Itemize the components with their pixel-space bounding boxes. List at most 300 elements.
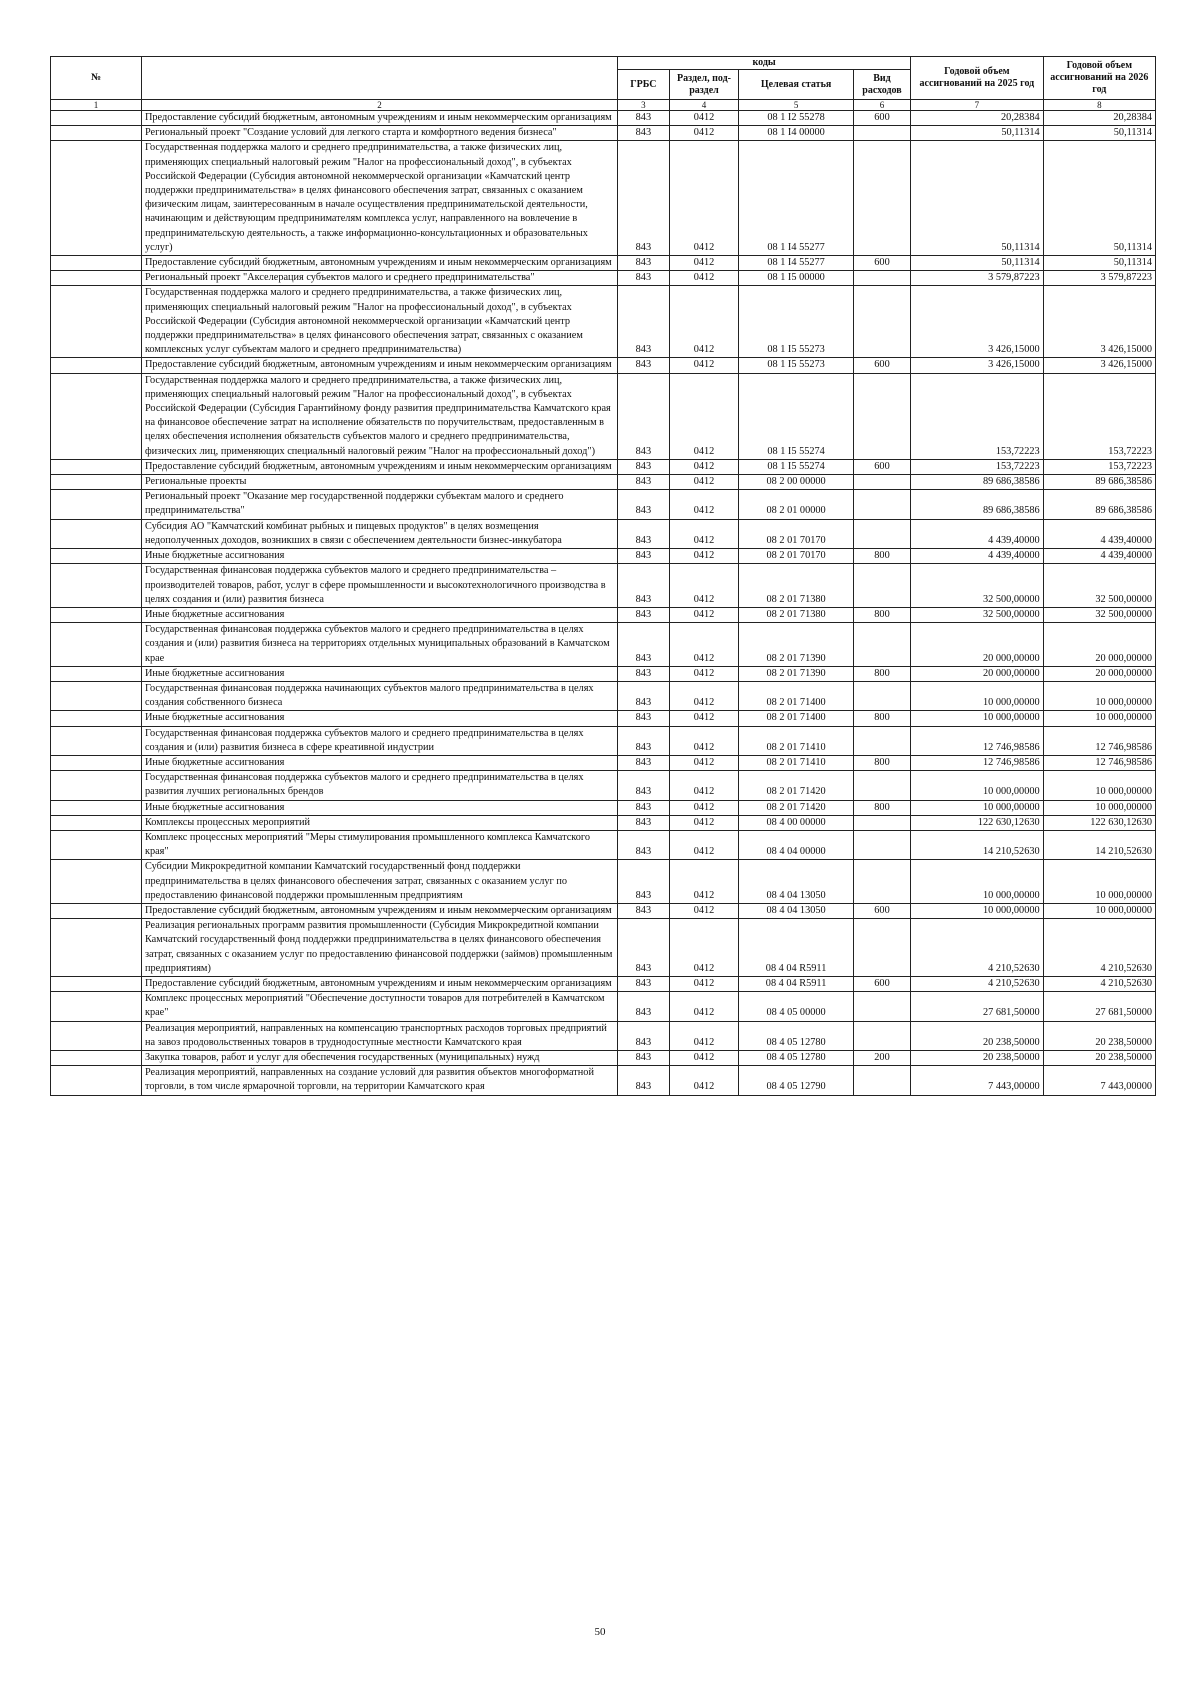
row-expense-type: 800	[853, 549, 910, 564]
row-amount-2025: 10 000,00000	[911, 681, 1044, 710]
row-grbs: 843	[618, 666, 670, 681]
row-razdel: 0412	[669, 860, 739, 904]
row-target-article: 08 2 01 71380	[739, 607, 854, 622]
header-razdel: Раздел, под-раздел	[669, 70, 739, 100]
table-row	[51, 519, 1156, 548]
table-row	[51, 111, 1156, 126]
row-num	[51, 519, 142, 548]
row-razdel: 0412	[669, 815, 739, 830]
row-target-article: 08 2 01 70170	[739, 549, 854, 564]
row-razdel: 0412	[669, 564, 739, 608]
row-amount-2026: 3 426,15000	[1043, 286, 1155, 358]
row-num	[51, 1021, 142, 1050]
table-row	[51, 475, 1156, 490]
row-name: Предоставление субсидий бюджетным, автономным учреждениям и иным некоммерческим организациям	[141, 358, 617, 373]
header-2026: Годовой объем ассигнований на 2026 год	[1043, 57, 1155, 100]
row-expense-type	[853, 771, 910, 800]
row-target-article: 08 4 05 00000	[739, 992, 854, 1021]
row-target-article: 08 4 04 00000	[739, 830, 854, 859]
row-num	[51, 549, 142, 564]
colnum-5: 5	[739, 100, 854, 111]
row-expense-type: 800	[853, 666, 910, 681]
header-2025: Годовой объем ассигнований на 2025 год	[911, 57, 1044, 100]
row-name: Государственная финансовая поддержка начинающих субъектов малого предпринимательства в целях создания собственного бизнеса	[141, 681, 617, 710]
row-amount-2025: 4 210,52630	[911, 976, 1044, 991]
row-amount-2025: 10 000,00000	[911, 860, 1044, 904]
row-num	[51, 755, 142, 770]
row-name: Государственная финансовая поддержка субъектов малого и среднего предпринимательства в целях развития лучших региональных брендов	[141, 771, 617, 800]
row-target-article: 08 2 01 00000	[739, 490, 854, 519]
row-expense-type: 600	[853, 459, 910, 474]
row-razdel: 0412	[669, 141, 739, 256]
row-grbs: 843	[618, 919, 670, 977]
row-amount-2026: 122 630,12630	[1043, 815, 1155, 830]
row-target-article: 08 4 05 12780	[739, 1051, 854, 1066]
row-grbs: 843	[618, 992, 670, 1021]
table-row	[51, 373, 1156, 459]
row-expense-type	[853, 919, 910, 977]
row-num	[51, 711, 142, 726]
row-num	[51, 726, 142, 755]
row-expense-type	[853, 271, 910, 286]
row-target-article: 08 1 I5 55273	[739, 358, 854, 373]
row-name: Государственная финансовая поддержка субъектов малого и среднего предпринимательства – производителей товаров, работ, услуг в сфере промышленности и высокотехнологичного производства в целях создания и (или) развития бизнеса	[141, 564, 617, 608]
row-grbs: 843	[618, 711, 670, 726]
row-target-article: 08 2 01 71380	[739, 564, 854, 608]
row-name: Предоставление субсидий бюджетным, автономным учреждениям и иным некоммерческим организациям	[141, 976, 617, 991]
row-name: Региональный проект "Акселерация субъектов малого и среднего предпринимательства"	[141, 271, 617, 286]
table-row	[51, 1051, 1156, 1066]
row-grbs: 843	[618, 564, 670, 608]
row-grbs: 843	[618, 286, 670, 358]
row-target-article: 08 2 01 71410	[739, 755, 854, 770]
row-num	[51, 681, 142, 710]
row-expense-type: 800	[853, 711, 910, 726]
row-name: Реализация мероприятий, направленных на компенсацию транспортных расходов торговых предприятий на завоз продовольственных товаров в труднодоступные местности Камчатского края	[141, 1021, 617, 1050]
row-grbs: 843	[618, 271, 670, 286]
row-grbs: 843	[618, 549, 670, 564]
row-num	[51, 771, 142, 800]
table-row	[51, 976, 1156, 991]
table-row	[51, 771, 1156, 800]
row-grbs: 843	[618, 1066, 670, 1095]
row-amount-2025: 12 746,98586	[911, 726, 1044, 755]
row-amount-2026: 32 500,00000	[1043, 607, 1155, 622]
row-name: Иные бюджетные ассигнования	[141, 755, 617, 770]
row-name: Субсидии Микрокредитной компании Камчатский государственный фонд поддержки предпринимательства в целях финансового обеспечения затрат, связанных с оказанием услуг по предоставлению финансовой поддержки промышленным предприятиям	[141, 860, 617, 904]
row-num	[51, 800, 142, 815]
row-amount-2026: 10 000,00000	[1043, 771, 1155, 800]
row-amount-2025: 50,11314	[911, 256, 1044, 271]
row-razdel: 0412	[669, 800, 739, 815]
row-name: Иные бюджетные ассигнования	[141, 549, 617, 564]
row-razdel: 0412	[669, 1021, 739, 1050]
row-target-article: 08 2 01 71410	[739, 726, 854, 755]
row-amount-2025: 10 000,00000	[911, 903, 1044, 918]
row-num	[51, 623, 142, 667]
row-name: Предоставление субсидий бюджетным, автономным учреждениям и иным некоммерческим организациям	[141, 111, 617, 126]
row-amount-2026: 20 000,00000	[1043, 623, 1155, 667]
table-row	[51, 623, 1156, 667]
row-razdel: 0412	[669, 271, 739, 286]
row-grbs: 843	[618, 860, 670, 904]
row-amount-2025: 10 000,00000	[911, 771, 1044, 800]
row-razdel: 0412	[669, 358, 739, 373]
row-grbs: 843	[618, 830, 670, 859]
row-amount-2025: 3 426,15000	[911, 286, 1044, 358]
table-row	[51, 681, 1156, 710]
table-row	[51, 903, 1156, 918]
row-razdel: 0412	[669, 459, 739, 474]
row-name: Иные бюджетные ассигнования	[141, 666, 617, 681]
row-target-article: 08 2 01 71390	[739, 666, 854, 681]
row-target-article: 08 2 00 00000	[739, 475, 854, 490]
row-target-article: 08 1 I4 55277	[739, 256, 854, 271]
row-name: Комплекс процессных мероприятий "Меры стимулирования промышленного комплекса Камчатского края"	[141, 830, 617, 859]
row-amount-2025: 32 500,00000	[911, 564, 1044, 608]
row-name: Государственная финансовая поддержка субъектов малого и среднего предпринимательства в целях создания и (или) развития бизнеса в сфере креативной индустрии	[141, 726, 617, 755]
row-grbs: 843	[618, 126, 670, 141]
row-target-article: 08 2 01 71400	[739, 711, 854, 726]
row-num	[51, 271, 142, 286]
row-num	[51, 976, 142, 991]
row-grbs: 843	[618, 771, 670, 800]
colnum-2: 2	[141, 100, 617, 111]
header-column-numbers	[51, 100, 1156, 111]
row-target-article: 08 1 I4 55277	[739, 141, 854, 256]
row-amount-2025: 20 000,00000	[911, 623, 1044, 667]
row-amount-2025: 32 500,00000	[911, 607, 1044, 622]
row-name: Региональный проект "Создание условий для легкого старта и комфортного ведения бизнеса"	[141, 126, 617, 141]
row-amount-2026: 10 000,00000	[1043, 681, 1155, 710]
budget-table-page	[50, 56, 1156, 1096]
row-grbs: 843	[618, 681, 670, 710]
row-expense-type: 600	[853, 256, 910, 271]
row-expense-type	[853, 126, 910, 141]
table-row	[51, 607, 1156, 622]
row-razdel: 0412	[669, 755, 739, 770]
row-target-article: 08 4 04 13050	[739, 903, 854, 918]
header-vid: Вид расходов	[853, 70, 910, 100]
row-name: Реализация мероприятий, направленных на создание условий для развития объектов многоформатной торговли, в том числе ярмарочной торговли, на территории Камчатского края	[141, 1066, 617, 1095]
row-num	[51, 607, 142, 622]
table-body	[51, 111, 1156, 1096]
row-amount-2025: 3 426,15000	[911, 358, 1044, 373]
row-amount-2025: 4 439,40000	[911, 549, 1044, 564]
row-name: Субсидия АО "Камчатский комбинат рыбных и пищевых продуктов" в целях возмещения недополученных доходов, возникших в связи с обеспечением деятельности бизнес-инкубатора	[141, 519, 617, 548]
row-amount-2026: 10 000,00000	[1043, 800, 1155, 815]
table-row	[51, 800, 1156, 815]
row-expense-type: 600	[853, 111, 910, 126]
row-target-article: 08 1 I5 55273	[739, 286, 854, 358]
row-razdel: 0412	[669, 666, 739, 681]
row-razdel: 0412	[669, 903, 739, 918]
row-num	[51, 860, 142, 904]
budget-table	[50, 56, 1156, 1096]
row-grbs: 843	[618, 1051, 670, 1066]
row-grbs: 843	[618, 111, 670, 126]
row-expense-type: 200	[853, 1051, 910, 1066]
row-num	[51, 286, 142, 358]
row-name: Иные бюджетные ассигнования	[141, 607, 617, 622]
row-grbs: 843	[618, 800, 670, 815]
row-amount-2026: 4 210,52630	[1043, 919, 1155, 977]
colnum-8: 8	[1043, 100, 1155, 111]
row-expense-type	[853, 490, 910, 519]
row-razdel: 0412	[669, 519, 739, 548]
row-grbs: 843	[618, 623, 670, 667]
row-amount-2026: 14 210,52630	[1043, 830, 1155, 859]
row-grbs: 843	[618, 475, 670, 490]
row-amount-2026: 20,28384	[1043, 111, 1155, 126]
row-razdel: 0412	[669, 111, 739, 126]
row-name: Закупка товаров, работ и услуг для обеспечения государственных (муниципальных) нужд	[141, 1051, 617, 1066]
row-amount-2026: 89 686,38586	[1043, 490, 1155, 519]
row-target-article: 08 1 I5 00000	[739, 271, 854, 286]
colnum-4: 4	[669, 100, 739, 111]
row-amount-2026: 50,11314	[1043, 141, 1155, 256]
row-amount-2026: 10 000,00000	[1043, 860, 1155, 904]
row-razdel: 0412	[669, 976, 739, 991]
row-num	[51, 919, 142, 977]
row-num	[51, 475, 142, 490]
row-name: Предоставление субсидий бюджетным, автономным учреждениям и иным некоммерческим организациям	[141, 903, 617, 918]
row-name: Государственная поддержка малого и среднего предпринимательства, а также физических лиц, применяющих специальный налоговый режим "Налог на профессиональный доход", в субъектах Российской Федерации (Субсидия Гарантийному фонду развития предпринимательства Камчатского края на финансовое обеспечение затрат на исполнение обязательств по поручительствам, предоставленным в целях обеспечения исполнения обязательств субъектов малого и среднего предпринимательства, физических лиц, применяющих специальный налоговый режим "Налог на профессиональный доход")	[141, 373, 617, 459]
row-expense-type	[853, 141, 910, 256]
table-row	[51, 1021, 1156, 1050]
row-razdel: 0412	[669, 681, 739, 710]
row-razdel: 0412	[669, 373, 739, 459]
row-expense-type	[853, 815, 910, 830]
row-amount-2025: 122 630,12630	[911, 815, 1044, 830]
row-expense-type	[853, 860, 910, 904]
table-row	[51, 666, 1156, 681]
row-expense-type	[853, 726, 910, 755]
row-num	[51, 666, 142, 681]
row-target-article: 08 4 00 00000	[739, 815, 854, 830]
row-target-article: 08 1 I5 55274	[739, 373, 854, 459]
row-target-article: 08 2 01 71420	[739, 800, 854, 815]
row-razdel: 0412	[669, 490, 739, 519]
row-target-article: 08 4 04 R5911	[739, 976, 854, 991]
row-num	[51, 459, 142, 474]
row-expense-type	[853, 681, 910, 710]
row-razdel: 0412	[669, 1051, 739, 1066]
row-amount-2026: 3 426,15000	[1043, 358, 1155, 373]
row-amount-2026: 153,72223	[1043, 459, 1155, 474]
header-codes: коды	[618, 57, 911, 70]
row-amount-2026: 153,72223	[1043, 373, 1155, 459]
row-razdel: 0412	[669, 919, 739, 977]
table-row	[51, 271, 1156, 286]
row-name: Государственная поддержка малого и среднего предпринимательства, а также физических лиц, применяющих специальный налоговый режим "Налог на профессиональный доход", в субъектах Российской Федерации (Субсидия автономной некоммерческой организации «Камчатский центр поддержки предпринимательства» в целях финансового обеспечения затрат, связанных с оказанием физическим лицам, заинтересованным в начале осуществления предпринимательской деятельности, начинающим и действующим предпринимателям комплекса услуг, направленного на вовлечение в предпринимательскую деятельность, а также информационно-консультационных и образовательных услуг)	[141, 141, 617, 256]
row-num	[51, 490, 142, 519]
row-grbs: 843	[618, 755, 670, 770]
row-expense-type	[853, 475, 910, 490]
row-amount-2026: 4 210,52630	[1043, 976, 1155, 991]
header-num: №	[51, 57, 142, 100]
row-amount-2025: 4 210,52630	[911, 919, 1044, 977]
row-amount-2025: 153,72223	[911, 459, 1044, 474]
table-header	[51, 57, 1156, 111]
row-name: Предоставление субсидий бюджетным, автономным учреждениям и иным некоммерческим организациям	[141, 256, 617, 271]
row-amount-2025: 20,28384	[911, 111, 1044, 126]
row-target-article: 08 4 05 12780	[739, 1021, 854, 1050]
row-razdel: 0412	[669, 726, 739, 755]
row-grbs: 843	[618, 519, 670, 548]
row-target-article: 08 4 04 13050	[739, 860, 854, 904]
row-target-article: 08 4 05 12790	[739, 1066, 854, 1095]
row-amount-2026: 89 686,38586	[1043, 475, 1155, 490]
row-expense-type: 800	[853, 800, 910, 815]
row-grbs: 843	[618, 141, 670, 256]
row-razdel: 0412	[669, 607, 739, 622]
row-name: Комплекс процессных мероприятий "Обеспечение доступности товаров для потребителей в Камчатском крае"	[141, 992, 617, 1021]
row-grbs: 843	[618, 490, 670, 519]
row-amount-2026: 10 000,00000	[1043, 903, 1155, 918]
table-row	[51, 711, 1156, 726]
row-expense-type	[853, 992, 910, 1021]
row-grbs: 843	[618, 358, 670, 373]
row-num	[51, 815, 142, 830]
row-expense-type	[853, 1021, 910, 1050]
row-num	[51, 126, 142, 141]
table-row	[51, 726, 1156, 755]
row-num	[51, 256, 142, 271]
page-number: 50	[594, 1626, 606, 1638]
row-amount-2026: 50,11314	[1043, 256, 1155, 271]
row-grbs: 843	[618, 726, 670, 755]
colnum-6: 6	[853, 100, 910, 111]
row-amount-2025: 14 210,52630	[911, 830, 1044, 859]
row-amount-2025: 50,11314	[911, 126, 1044, 141]
row-amount-2025: 20 238,50000	[911, 1021, 1044, 1050]
row-expense-type	[853, 373, 910, 459]
row-num	[51, 992, 142, 1021]
row-expense-type: 600	[853, 903, 910, 918]
row-num	[51, 1051, 142, 1066]
table-row	[51, 126, 1156, 141]
row-target-article: 08 2 01 71420	[739, 771, 854, 800]
row-expense-type	[853, 1066, 910, 1095]
row-amount-2025: 7 443,00000	[911, 1066, 1044, 1095]
row-expense-type	[853, 830, 910, 859]
row-num	[51, 830, 142, 859]
row-amount-2026: 12 746,98586	[1043, 726, 1155, 755]
table-row	[51, 919, 1156, 977]
row-expense-type	[853, 623, 910, 667]
row-target-article: 08 1 I5 55274	[739, 459, 854, 474]
row-amount-2025: 27 681,50000	[911, 992, 1044, 1021]
row-grbs: 843	[618, 815, 670, 830]
row-num	[51, 373, 142, 459]
row-razdel: 0412	[669, 475, 739, 490]
table-row	[51, 459, 1156, 474]
row-name: Иные бюджетные ассигнования	[141, 800, 617, 815]
row-amount-2025: 20 238,50000	[911, 1051, 1044, 1066]
row-expense-type: 800	[853, 755, 910, 770]
row-amount-2026: 27 681,50000	[1043, 992, 1155, 1021]
row-razdel: 0412	[669, 286, 739, 358]
row-expense-type: 800	[853, 607, 910, 622]
row-amount-2025: 10 000,00000	[911, 800, 1044, 815]
header-tsel: Целевая статья	[739, 70, 854, 100]
row-num	[51, 1066, 142, 1095]
row-expense-type	[853, 286, 910, 358]
row-target-article: 08 1 I2 55278	[739, 111, 854, 126]
table-row	[51, 490, 1156, 519]
table-row	[51, 992, 1156, 1021]
row-name: Предоставление субсидий бюджетным, автономным учреждениям и иным некоммерческим организациям	[141, 459, 617, 474]
row-amount-2025: 153,72223	[911, 373, 1044, 459]
row-grbs: 843	[618, 607, 670, 622]
table-row	[51, 286, 1156, 358]
row-amount-2026: 20 238,50000	[1043, 1021, 1155, 1050]
table-row	[51, 1066, 1156, 1095]
row-razdel: 0412	[669, 623, 739, 667]
row-razdel: 0412	[669, 771, 739, 800]
colnum-1: 1	[51, 100, 142, 111]
row-target-article: 08 2 01 70170	[739, 519, 854, 548]
row-razdel: 0412	[669, 830, 739, 859]
row-grbs: 843	[618, 373, 670, 459]
row-amount-2025: 89 686,38586	[911, 475, 1044, 490]
row-amount-2026: 3 579,87223	[1043, 271, 1155, 286]
row-target-article: 08 2 01 71390	[739, 623, 854, 667]
row-amount-2026: 10 000,00000	[1043, 711, 1155, 726]
table-row	[51, 141, 1156, 256]
row-grbs: 843	[618, 459, 670, 474]
table-row	[51, 815, 1156, 830]
row-name: Иные бюджетные ассигнования	[141, 711, 617, 726]
row-expense-type	[853, 519, 910, 548]
row-amount-2025: 50,11314	[911, 141, 1044, 256]
row-amount-2026: 20 238,50000	[1043, 1051, 1155, 1066]
header-name	[141, 57, 617, 100]
table-row	[51, 358, 1156, 373]
table-row	[51, 564, 1156, 608]
row-target-article: 08 2 01 71400	[739, 681, 854, 710]
row-amount-2025: 4 439,40000	[911, 519, 1044, 548]
header-grbs: ГРБС	[618, 70, 670, 100]
table-row	[51, 549, 1156, 564]
colnum-7: 7	[911, 100, 1044, 111]
row-amount-2026: 20 000,00000	[1043, 666, 1155, 681]
row-amount-2026: 32 500,00000	[1043, 564, 1155, 608]
row-amount-2026: 4 439,40000	[1043, 549, 1155, 564]
row-amount-2026: 4 439,40000	[1043, 519, 1155, 548]
row-num	[51, 111, 142, 126]
row-name: Региональный проект "Оказание мер государственной поддержки субъектам малого и среднего предпринимательства"	[141, 490, 617, 519]
table-row	[51, 256, 1156, 271]
row-razdel: 0412	[669, 256, 739, 271]
row-grbs: 843	[618, 256, 670, 271]
row-grbs: 843	[618, 903, 670, 918]
row-amount-2026: 12 746,98586	[1043, 755, 1155, 770]
row-name: Региональные проекты	[141, 475, 617, 490]
row-name: Реализация региональных программ развития промышленности (Субсидия Микрокредитной компании Камчатский государственный фонд поддержки предпринимательства в целях финансового обеспечения затрат, связанных с оказанием услуг по предоставлению финансовой поддержки (займов) промышленным предприятиям)	[141, 919, 617, 977]
row-expense-type	[853, 564, 910, 608]
row-razdel: 0412	[669, 549, 739, 564]
row-grbs: 843	[618, 1021, 670, 1050]
row-razdel: 0412	[669, 711, 739, 726]
row-name: Комплексы процессных мероприятий	[141, 815, 617, 830]
table-row	[51, 830, 1156, 859]
row-target-article: 08 1 I4 00000	[739, 126, 854, 141]
row-expense-type: 600	[853, 358, 910, 373]
row-num	[51, 358, 142, 373]
row-razdel: 0412	[669, 992, 739, 1021]
